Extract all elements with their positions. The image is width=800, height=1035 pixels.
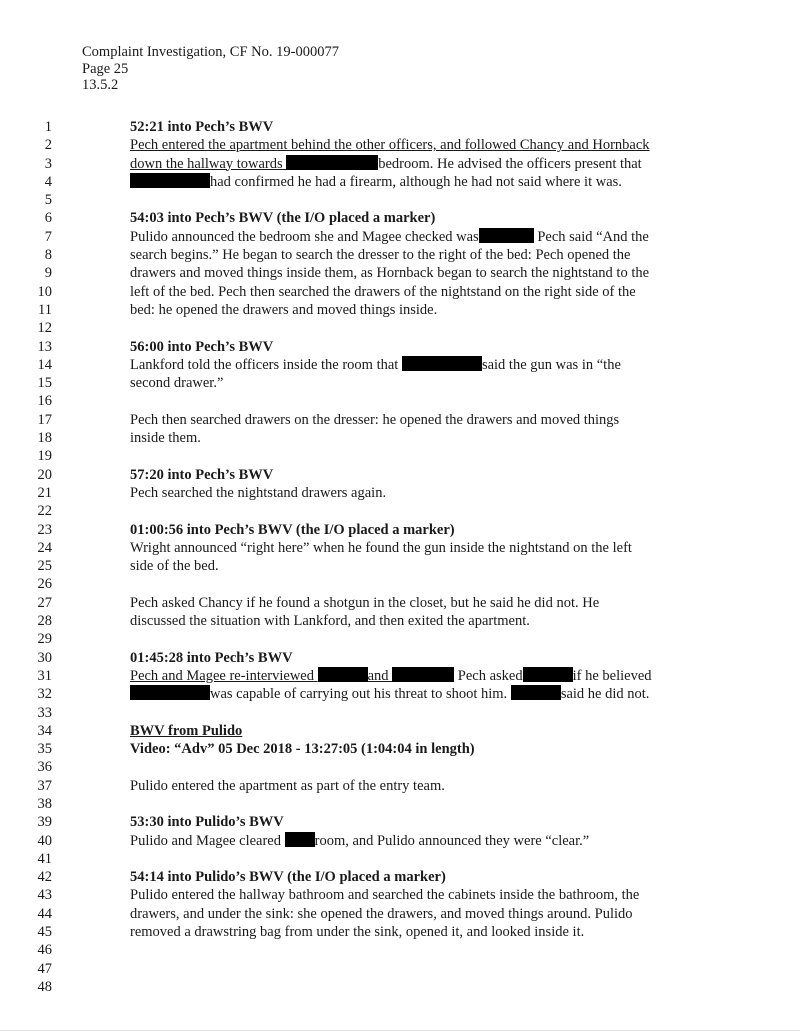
line-number: 48 — [37, 978, 52, 995]
body-text: Pulido entered the apartment as part of the entry team. — [130, 777, 445, 794]
line-number: 4 — [44, 173, 52, 190]
body-text: Pulido and Magee cleared — [130, 832, 285, 849]
line-number: 26 — [37, 576, 52, 593]
line-number: 45 — [37, 924, 52, 941]
document-line — [0, 392, 800, 410]
line-number: 28 — [37, 613, 52, 630]
line-text — [130, 667, 652, 685]
body-text: discussed the situation with Lankford, and then exited the apartment. — [130, 613, 530, 630]
line-number: 30 — [37, 649, 52, 666]
body-text: said he did not. — [560, 686, 650, 703]
line-text — [130, 228, 649, 246]
line-number: 22 — [37, 503, 52, 520]
document-line — [0, 264, 800, 282]
line-text — [130, 118, 273, 136]
numbered-lines — [0, 118, 800, 996]
line-text — [130, 411, 619, 429]
document-line — [0, 319, 800, 337]
document-line — [0, 429, 800, 447]
line-number: 15 — [37, 375, 52, 392]
line-number: 41 — [37, 850, 52, 867]
line-text — [130, 429, 201, 447]
section-heading: 52:21 into Pech’s BWV — [130, 119, 274, 135]
document-line — [0, 612, 800, 630]
line-number: 23 — [37, 521, 52, 538]
body-text: Pech then searched drawers on the dresser: he opened the drawers and moved things — [130, 411, 620, 428]
document-line — [0, 886, 800, 904]
document-line — [0, 539, 800, 557]
document-line — [0, 978, 800, 996]
body-text: Pech asked Chancy if he found a shotgun in the closet, but he said he did not. He — [130, 594, 600, 611]
document-line — [0, 374, 800, 392]
line-number: 8 — [44, 247, 52, 264]
line-text — [130, 832, 589, 850]
document-line — [0, 447, 800, 465]
line-number: 16 — [37, 393, 52, 410]
document-line — [0, 283, 800, 301]
body-text: if he believed — [572, 667, 652, 684]
document-line — [0, 191, 800, 209]
line-text — [130, 484, 386, 502]
section-number: 13.5.2 — [82, 77, 119, 93]
document-line — [0, 484, 800, 502]
redaction-block — [130, 173, 210, 188]
line-number: 20 — [37, 466, 52, 483]
body-text: left of the bed. Pech then searched the drawers of the nightstand on the right side of the — [130, 283, 636, 300]
line-number: 43 — [37, 887, 52, 904]
line-number: 39 — [37, 814, 52, 831]
line-text — [130, 594, 599, 612]
body-text: drawers and moved things inside them, as Hornback began to search the nightstand to the — [130, 265, 650, 282]
document-line — [0, 356, 800, 374]
document-line — [0, 502, 800, 520]
line-text — [130, 338, 273, 356]
line-text — [130, 923, 584, 941]
line-text — [130, 209, 435, 227]
document-line — [0, 630, 800, 648]
body-text: Pech and Magee re-interviewed — [130, 667, 318, 684]
line-text — [130, 557, 219, 575]
section-heading: 54:03 into Pech’s BWV (the I/O placed a marker) — [130, 210, 436, 227]
line-number: 34 — [37, 722, 52, 739]
line-text — [130, 136, 650, 154]
document-line — [0, 594, 800, 612]
line-number: 47 — [37, 960, 52, 977]
section-heading: Video: “Adv” 05 Dec 2018 - 13:27:05 (1:04:04 in length) — [130, 741, 475, 758]
body-text: bed: he opened the drawers and moved things inside. — [130, 301, 438, 318]
line-text — [130, 740, 475, 758]
document-line — [0, 575, 800, 593]
line-number: 3 — [44, 155, 52, 172]
line-text — [130, 813, 284, 831]
section-heading: 53:30 into Pulido’s BWV — [130, 814, 284, 831]
document-line — [0, 832, 800, 850]
line-number: 13 — [37, 338, 52, 355]
redaction-block — [392, 667, 454, 682]
body-text: had confirmed he had a firearm, although he had not said where it was. — [210, 173, 622, 190]
body-text: Wright announced “right here” when he found the gun inside the nightstand on the left — [130, 539, 632, 556]
line-number: 17 — [37, 411, 52, 428]
line-number: 42 — [37, 869, 52, 886]
line-text — [130, 649, 293, 667]
line-number: 21 — [37, 484, 52, 501]
line-text — [130, 868, 446, 886]
document-line — [0, 722, 800, 740]
line-number: 36 — [37, 759, 52, 776]
document-line — [0, 118, 800, 136]
line-number: 19 — [37, 448, 52, 465]
document-line — [0, 338, 800, 356]
line-number: 12 — [37, 320, 52, 337]
line-number: 24 — [37, 539, 52, 556]
redaction-block — [285, 832, 315, 847]
body-text: said the gun was in “the — [481, 356, 621, 373]
redaction-block — [402, 356, 482, 371]
document-line — [0, 155, 800, 173]
section-heading: 54:14 into Pulido’s BWV (the I/O placed a marker) — [130, 869, 446, 886]
body-text: Pulido entered the hallway bathroom and searched the cabinets inside the bathroom, the — [130, 887, 640, 904]
line-text — [130, 777, 445, 795]
section-heading: 01:45:28 into Pech’s BWV — [130, 649, 293, 666]
line-text — [130, 356, 621, 374]
line-number: 6 — [44, 210, 52, 227]
document-line — [0, 173, 800, 191]
document-line — [0, 209, 800, 227]
line-number: 44 — [37, 905, 52, 922]
redaction-block — [286, 155, 378, 170]
line-number: 25 — [37, 558, 52, 575]
line-text — [130, 246, 630, 264]
line-number: 1 — [44, 119, 52, 135]
body-text: Pech asked — [454, 667, 523, 684]
line-text — [130, 466, 273, 484]
document-line — [0, 905, 800, 923]
line-text — [130, 685, 649, 703]
redaction-block — [511, 685, 561, 700]
body-text: room, and Pulido announced they were “clear.” — [314, 832, 590, 849]
document-line — [0, 466, 800, 484]
document-line — [0, 667, 800, 685]
line-number: 32 — [37, 686, 52, 703]
body-text: search begins.” He began to search the dresser to the right of the bed: Pech opened the — [130, 247, 631, 264]
section-heading: 56:00 into Pech’s BWV — [130, 338, 274, 355]
redaction-block — [318, 667, 368, 682]
body-text: Pech said “And the — [533, 228, 649, 245]
document-line — [0, 411, 800, 429]
line-text — [130, 612, 530, 630]
line-number: 18 — [37, 430, 52, 447]
line-number: 14 — [37, 356, 52, 373]
body-text: was capable of carrying out his threat to shoot him. — [210, 686, 511, 703]
body-text: side of the bed. — [130, 558, 219, 575]
line-text — [130, 301, 437, 319]
line-text — [130, 173, 622, 191]
document-line — [0, 740, 800, 758]
body-text: Pech searched the nightstand drawers again. — [130, 484, 387, 501]
line-number: 7 — [44, 228, 52, 245]
body-text: inside them. — [130, 430, 201, 447]
line-text — [130, 886, 639, 904]
body-text: Lankford told the officers inside the room that — [130, 356, 402, 373]
page-bottom-edge — [0, 1030, 800, 1031]
line-number: 10 — [37, 283, 52, 300]
line-text — [130, 374, 223, 392]
document-line — [0, 758, 800, 776]
document-line — [0, 923, 800, 941]
redaction-block — [523, 667, 573, 682]
document-line — [0, 685, 800, 703]
section-heading: 57:20 into Pech’s BWV — [130, 466, 274, 483]
line-text — [130, 905, 633, 923]
body-text: second drawer.” — [130, 375, 224, 392]
line-text — [130, 264, 649, 282]
document-line — [0, 301, 800, 319]
line-text — [130, 722, 242, 740]
case-title: Complaint Investigation, CF No. 19-000077 — [82, 44, 339, 60]
document-line — [0, 777, 800, 795]
document-line — [0, 557, 800, 575]
line-number: 38 — [37, 795, 52, 812]
document-line — [0, 521, 800, 539]
document-line — [0, 850, 800, 868]
line-number: 29 — [37, 631, 52, 648]
document-line — [0, 704, 800, 722]
document-line — [0, 246, 800, 264]
body-text: and — [367, 667, 393, 684]
body-text: bedroom. He advised the officers present that — [378, 155, 642, 172]
body-text: removed a drawstring bag from under the sink, opened it, and looked inside it. — [130, 924, 585, 941]
line-number: 31 — [37, 667, 52, 684]
line-text — [130, 283, 636, 301]
line-text — [130, 155, 642, 173]
body-text: down the hallway towards — [130, 155, 287, 172]
document-line — [0, 649, 800, 667]
line-number: 33 — [37, 704, 52, 721]
document-line — [0, 795, 800, 813]
line-number: 11 — [38, 301, 52, 318]
document-line — [0, 868, 800, 886]
line-number: 9 — [44, 265, 52, 282]
body-text: drawers, and under the sink: she opened the drawers, and moved things around. Pulido — [130, 905, 633, 922]
line-text — [130, 521, 455, 539]
section-heading: 01:00:56 into Pech’s BWV (the I/O placed a marker) — [130, 521, 455, 538]
document-line — [0, 228, 800, 246]
redaction-block — [130, 685, 210, 700]
line-number: 27 — [37, 594, 52, 611]
body-text: Pulido announced the bedroom she and Magee checked was — [130, 228, 479, 245]
page-header — [82, 44, 339, 94]
document-line — [0, 813, 800, 831]
redaction-block — [479, 228, 534, 243]
line-text — [130, 539, 632, 557]
section-heading: BWV from Pulido — [130, 722, 243, 739]
line-number: 35 — [37, 741, 52, 758]
body-text: Pech entered the apartment behind the other officers, and followed Chancy and Hornback — [130, 137, 650, 154]
line-number: 46 — [37, 942, 52, 959]
line-number: 2 — [44, 137, 52, 154]
document-line — [0, 136, 800, 154]
line-number: 5 — [44, 192, 52, 209]
line-number: 37 — [37, 777, 52, 794]
document-line — [0, 941, 800, 959]
document-line — [0, 960, 800, 978]
line-number: 40 — [37, 832, 52, 849]
page-number: Page 25 — [82, 60, 129, 77]
